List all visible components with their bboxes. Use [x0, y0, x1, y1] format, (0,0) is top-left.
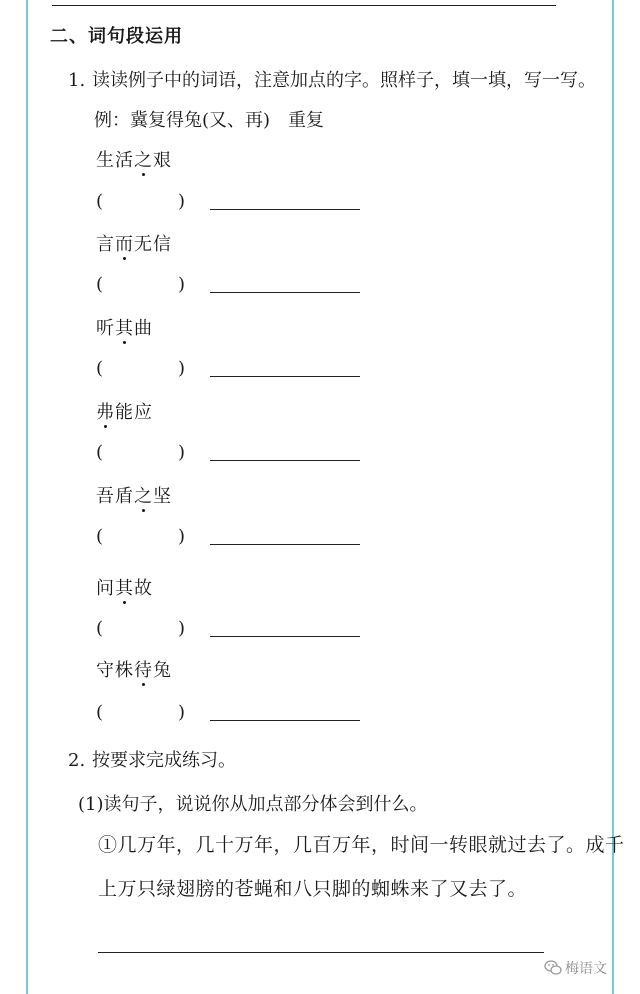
- answer-blank[interactable]: [210, 720, 360, 721]
- answer-line[interactable]: [98, 952, 544, 953]
- emphasis-char: 弗: [96, 402, 115, 423]
- paren-open: (: [96, 442, 104, 463]
- question-2-number: 2.: [68, 750, 86, 771]
- emphasis-char: 其: [115, 318, 134, 339]
- emphasis-char: 待: [134, 660, 153, 681]
- paren-close: ): [178, 442, 186, 463]
- answer-blank[interactable]: [210, 636, 360, 637]
- wechat-icon: [544, 960, 562, 976]
- page-border-left: [26, 0, 28, 994]
- section-title: 二、词句段运用: [50, 26, 183, 47]
- paren-open: (: [96, 618, 104, 639]
- example-phrase: 冀复得兔(又、再): [130, 110, 271, 131]
- sub-question-1: (1)读句子，说说你从加点部分体会到什么。: [78, 794, 428, 815]
- paren-close: ): [178, 191, 186, 212]
- exercise-phrase: 生活之艰: [96, 150, 172, 171]
- answer-row: [96, 274, 366, 300]
- answer-row: [96, 702, 366, 728]
- answer-row: [96, 442, 366, 468]
- paren-close: ): [178, 526, 186, 547]
- exercise-phrase: 守株待兔: [96, 660, 172, 681]
- answer-row: [96, 526, 366, 552]
- question-1: [68, 66, 596, 92]
- emphasis-char: 而: [115, 234, 134, 255]
- answer-blank[interactable]: [210, 460, 360, 461]
- exercise-phrase: 弗能应: [96, 402, 153, 423]
- answer-row: [96, 618, 366, 644]
- exercise-phrase: 言而无信: [96, 234, 172, 255]
- emphasis-char: 其: [115, 578, 134, 599]
- answer-blank[interactable]: [210, 544, 360, 545]
- answer-blank[interactable]: [210, 209, 360, 210]
- paren-open: (: [96, 702, 104, 723]
- paren-open: (: [96, 526, 104, 547]
- example-answer: 重复: [288, 110, 325, 131]
- exercise-phrase: 吾盾之坚: [96, 486, 172, 507]
- paren-close: ): [178, 274, 186, 295]
- top-divider: [52, 5, 556, 6]
- passage-line-2: 上万只绿翅膀的苍蝇和八只脚的蜘蛛来了又去了。: [98, 878, 528, 900]
- example-line: [94, 106, 324, 132]
- answer-row: [96, 358, 366, 384]
- paren-close: ): [178, 358, 186, 379]
- question-1-prompt: 读读例子中的词语，注意加点的字。照样子，填一填，写一写。: [92, 70, 596, 91]
- question-2-prompt: 按要求完成练习。: [92, 750, 236, 771]
- watermark: [544, 958, 607, 978]
- watermark-text: 梅语文: [565, 961, 607, 977]
- question-1-number: 1.: [68, 70, 86, 91]
- emphasis-char: 之: [134, 150, 153, 171]
- answer-blank[interactable]: [210, 376, 360, 377]
- paren-close: ): [178, 618, 186, 639]
- answer-blank[interactable]: [210, 292, 360, 293]
- exercise-phrase: 问其故: [96, 578, 153, 599]
- emphasis-char: 之: [134, 486, 153, 507]
- exercise-phrase: 听其曲: [96, 318, 153, 339]
- paren-open: (: [96, 358, 104, 379]
- paren-open: (: [96, 274, 104, 295]
- example-label: 例：: [94, 110, 130, 131]
- passage-line-1: ①几万年，几十万年，几百万年，时间一转眼就过去了。成千: [98, 834, 625, 856]
- answer-row: [96, 191, 366, 217]
- paren-close: ): [178, 702, 186, 723]
- paren-open: (: [96, 191, 104, 212]
- question-2: [68, 746, 236, 772]
